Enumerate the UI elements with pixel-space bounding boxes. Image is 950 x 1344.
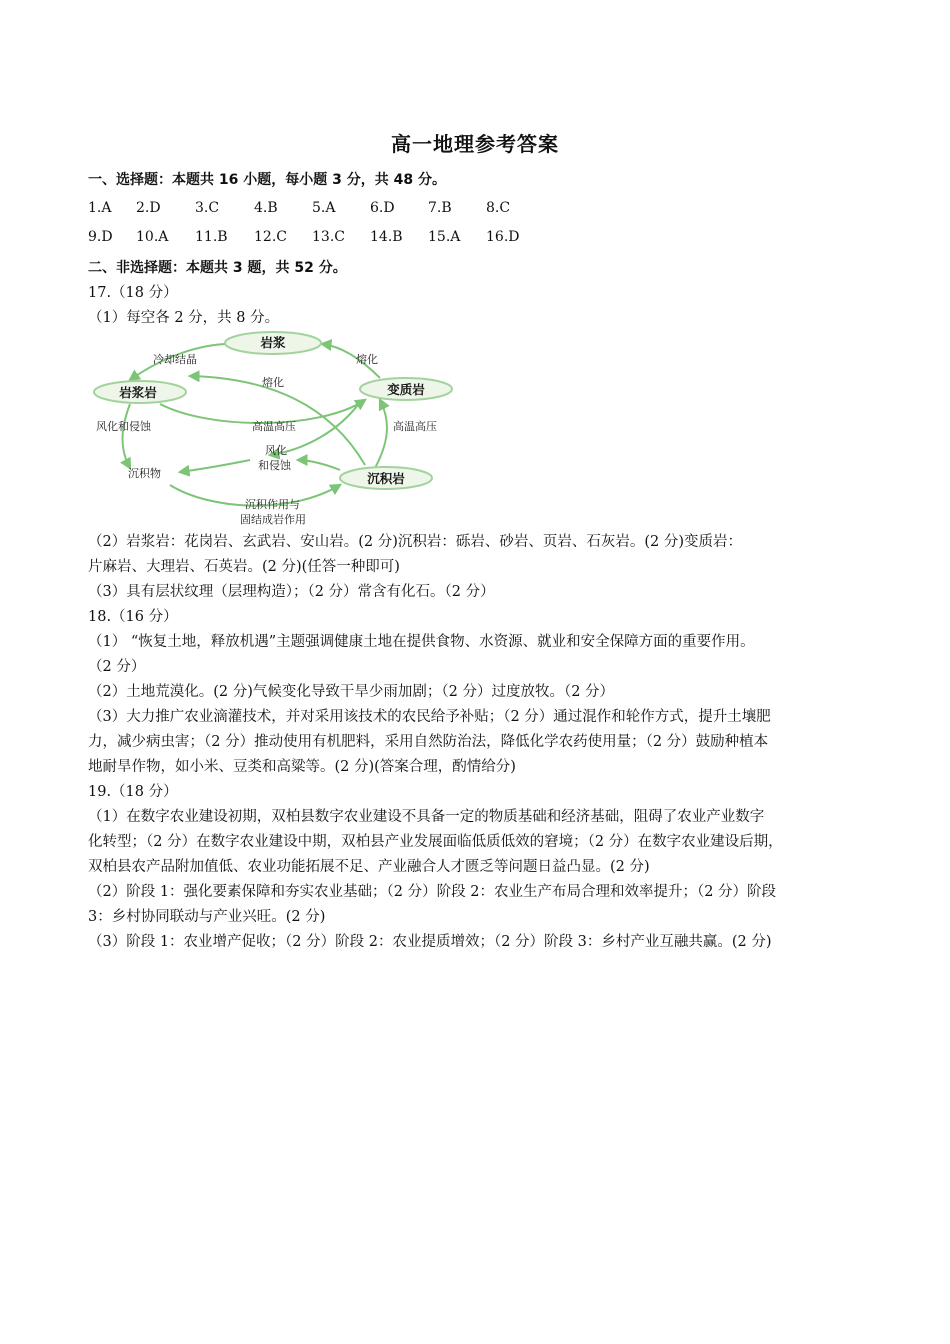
q19-part2-line1: （2）阶段 1：强化要素保障和夯实农业基础；（2 分）阶段 2：农业生产布局合理和效率提升；（2 分）阶段 [88, 884, 777, 900]
label-hthp-center: 高温高压 [252, 420, 296, 433]
q17-part3: （3）具有层状纹理（层理构造）；（2 分）常含有化石。（2 分） [88, 584, 495, 600]
label-weathering-left: 风化和侵蚀 [96, 420, 151, 433]
answer-item: 5.A [312, 200, 336, 216]
answer-item: 7.B [428, 200, 452, 216]
node-magma [225, 332, 321, 354]
answer-item: 1.A [88, 200, 112, 216]
q18-part1-line2: （2 分） [88, 659, 146, 675]
node-magma-label: 岩浆 [260, 335, 286, 350]
answer-item: 14.B [370, 229, 403, 245]
q19-header: 19.（18 分） [88, 784, 178, 800]
answer-item: 9.D [88, 229, 113, 245]
answer-item: 12.C [254, 229, 287, 245]
label-consolidation-1: 沉积作用与 [245, 498, 300, 511]
answer-item: 4.B [254, 200, 278, 216]
answer-item: 8.C [486, 200, 511, 216]
answer-item: 11.B [195, 229, 228, 245]
node-sedimentary [340, 467, 432, 489]
label-weathering-center-1: 风化 [265, 444, 287, 457]
section-1-heading: 一、选择题：本题共 16 小题，每小题 3 分，共 48 分。 [88, 172, 446, 188]
q17-part1: （1）每空各 2 分，共 8 分。 [88, 310, 280, 326]
q19-part2-line2: 3：乡村协同联动与产业兴旺。(2 分) [88, 909, 326, 925]
arrow-hthp-sedimentary [375, 400, 387, 468]
q18-part3-line1: （3）大力推广农业滴灌技术，并对采用该技术的农民给予补贴；（2 分）通过混作和轮作方式，提升土壤肥 [88, 709, 771, 725]
page-title: 高一地理参考答案 [391, 132, 559, 156]
answer-item: 13.C [312, 229, 345, 245]
arrow-weathering-igneous [123, 404, 131, 468]
answer-item: 10.A [136, 229, 169, 245]
answer-item: 2.D [136, 200, 161, 216]
q19-part1-line2: 化转型；（2 分）在数字农业建设中期，双柏县产业发展面临低质低效的窘境；（2 分）在数字农业建设后期， [88, 834, 783, 850]
q17-part2-line2: 片麻岩、大理岩、石英岩。(2 分)(任答一种即可) [88, 559, 400, 575]
label-melt-center: 熔化 [262, 376, 284, 389]
q17-part2-line1: （2）岩浆岩：花岗岩、玄武岩、安山岩。(2 分)沉积岩：砾岩、砂岩、页岩、石灰岩。(2 分)变质岩： [88, 534, 743, 550]
node-sedimentary-label: 沉积岩 [367, 471, 405, 486]
q18-part1-line1: （1） “恢复土地，释放机遇”主题强调健康土地在提供食物、水资源、就业和安全保障方面的重要作用。 [88, 634, 755, 650]
arrow-to-sediment [180, 460, 250, 472]
q18-part3-line3: 地耐旱作物，如小米、豆类和高粱等。(2 分)(答案合理，酌情给分) [88, 759, 516, 775]
node-metamorphic [360, 378, 452, 400]
rock-cycle-diagram [90, 330, 460, 530]
label-consolidation-2: 固结成岩作用 [240, 513, 306, 526]
answer-item: 15.A [428, 229, 461, 245]
q19-part1-line1: （1）在数字农业建设初期，双柏县数字农业建设不具备一定的物质基础和经济基础，阻碍了农业产业数字 [88, 809, 765, 825]
q18-part2: （2）土地荒漠化。(2 分)气候变化导致干旱少雨加剧；（2 分）过度放牧。（2 分） [88, 684, 615, 700]
label-cooling: 冷却结晶 [153, 353, 197, 366]
label-sediment: 沉积物 [128, 467, 161, 480]
label-melt-right: 熔化 [356, 353, 378, 366]
section-2-heading: 二、非选择题：本题共 3 题，共 52 分。 [88, 260, 347, 276]
q18-header: 18.（16 分） [88, 609, 178, 625]
answer-item: 6.D [370, 200, 395, 216]
node-igneous [94, 381, 186, 403]
answer-item: 3.C [195, 200, 220, 216]
node-igneous-label: 岩浆岩 [119, 385, 157, 400]
q17-header: 17.（18 分） [88, 285, 178, 301]
node-metamorphic-label: 变质岩 [387, 382, 425, 397]
q19-part1-line3: 双柏县农产品附加值低、农业功能拓展不足、产业融合人才匮乏等问题日益凸显。(2 分) [88, 859, 650, 875]
label-hthp-right: 高温高压 [393, 420, 437, 433]
label-weathering-center-2: 和侵蚀 [258, 459, 291, 472]
q18-part3-line2: 力，减少病虫害；（2 分）推动使用有机肥料，采用自然防治法，降低化学农药使用量；（2 分）鼓励种植本 [88, 734, 769, 750]
arrow-weathering-sedimentary [298, 460, 340, 470]
answer-item: 16.D [486, 229, 520, 245]
q19-part3: （3）阶段 1：农业增产促收；（2 分）阶段 2：农业提质增效；（2 分）阶段 3：乡村产业互融共赢。(2 分) [88, 934, 772, 950]
